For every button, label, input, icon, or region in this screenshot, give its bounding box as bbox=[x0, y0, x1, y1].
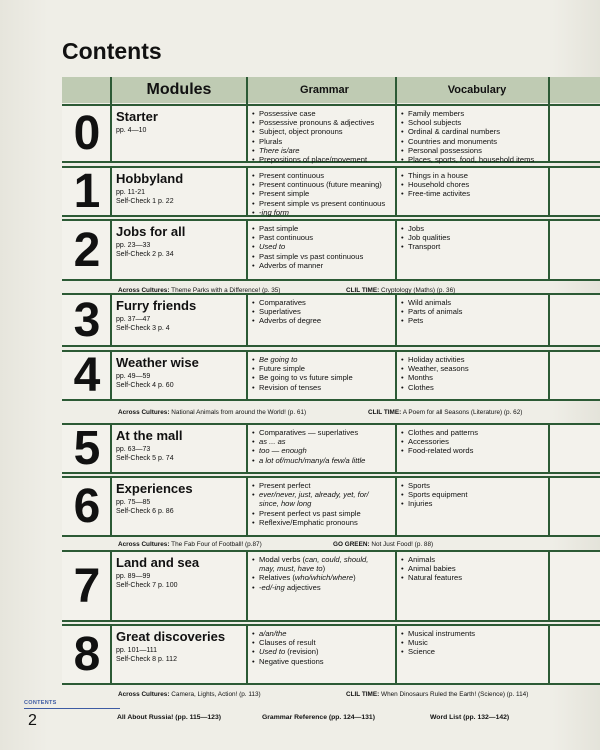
module-pages: pp. 37—47 Self-Check 3 p. 4 bbox=[116, 316, 170, 332]
column-divider bbox=[110, 166, 112, 217]
module-title: Jobs for all bbox=[116, 224, 186, 239]
column-divider bbox=[246, 166, 248, 217]
module-title: At the mall bbox=[116, 428, 183, 443]
header-column-divider bbox=[110, 77, 112, 104]
across-cultures-entry: Across Cultures: National Animals from around the World! (p. 61) bbox=[118, 409, 307, 416]
vocabulary-list bbox=[401, 555, 462, 583]
grammar-item: • There is/are bbox=[252, 146, 374, 155]
grammar-item: • as ... as bbox=[252, 437, 365, 446]
module-pages: pp. 89—99 Self-Check 7 p. 100 bbox=[116, 573, 178, 589]
grammar-item: • ever/never, just, already, yet, for/ bbox=[252, 490, 369, 499]
module-title: Weather wise bbox=[116, 355, 199, 370]
vocabulary-item: • Places, sports, food, household items bbox=[401, 155, 534, 164]
grammar-list bbox=[252, 109, 374, 164]
grammar-item: • Negative questions bbox=[252, 657, 324, 666]
grammar-item: • Reflexive/Emphatic pronouns bbox=[252, 518, 369, 527]
module-title: Starter bbox=[116, 109, 158, 124]
module-number: 7 bbox=[73, 559, 101, 613]
across-cultures-entry: Across Cultures: Theme Parks with a Difference! (p. 35) bbox=[118, 287, 281, 294]
grammar-item: • Superlatives bbox=[252, 307, 321, 316]
cross-curricular-band bbox=[62, 405, 600, 421]
column-divider bbox=[246, 476, 248, 537]
column-divider bbox=[246, 550, 248, 622]
vocabulary-item: • Weather, seasons bbox=[401, 364, 469, 373]
column-divider bbox=[548, 219, 550, 281]
vocabulary-list bbox=[401, 355, 469, 392]
column-divider bbox=[548, 624, 550, 685]
vocabulary-list bbox=[401, 171, 470, 199]
grammar-item: • Revision of tenses bbox=[252, 383, 353, 392]
footer-about-russia: All About Russia! (pp. 115—123) bbox=[117, 714, 221, 721]
column-divider bbox=[246, 624, 248, 685]
grammar-item: • Adverbs of degree bbox=[252, 316, 321, 325]
column-divider bbox=[548, 423, 550, 474]
vocabulary-item: • Household chores bbox=[401, 180, 470, 189]
module-number: 6 bbox=[73, 480, 101, 533]
column-divider bbox=[395, 219, 397, 281]
module-title: Land and sea bbox=[116, 555, 200, 570]
grammar-item: • Past simple vs past continuous bbox=[252, 252, 363, 261]
module-row-3 bbox=[62, 293, 600, 347]
grammar-item: • Present continuous bbox=[252, 171, 385, 180]
grammar-item: • Be going to bbox=[252, 355, 353, 364]
column-divider bbox=[395, 104, 397, 163]
column-divider bbox=[395, 350, 397, 401]
cross-curricular-band bbox=[62, 537, 600, 553]
grammar-item: • Relatives (who/which/where) bbox=[252, 573, 368, 582]
column-divider bbox=[548, 166, 550, 217]
footer-divider bbox=[24, 708, 120, 709]
vocabulary-list bbox=[401, 428, 478, 456]
vocabulary-item: • Animals bbox=[401, 555, 462, 564]
module-number: 4 bbox=[73, 349, 101, 402]
module-pages: pp. 75—85 Self-Check 6 p. 86 bbox=[116, 499, 174, 515]
grammar-item: • Possessive pronouns & adjectives bbox=[252, 118, 374, 127]
cross-curricular-band bbox=[62, 283, 600, 299]
module-number: 5 bbox=[73, 422, 101, 475]
vocabulary-item: • Natural features bbox=[401, 573, 462, 582]
vocabulary-item: • Things in a house bbox=[401, 171, 470, 180]
module-row-7 bbox=[62, 550, 600, 622]
column-divider bbox=[110, 350, 112, 401]
grammar-item: • Comparatives bbox=[252, 298, 321, 307]
module-row-5 bbox=[62, 423, 600, 474]
grammar-item: • Prepositions of place/movement bbox=[252, 155, 374, 164]
module-title: Hobbyland bbox=[116, 171, 184, 186]
column-divider bbox=[395, 423, 397, 474]
vocabulary-list bbox=[401, 298, 462, 326]
grammar-item: • Present perfect bbox=[252, 481, 369, 490]
grammar-item: • -ing form bbox=[252, 208, 385, 217]
grammar-item: • Used to bbox=[252, 242, 363, 251]
vocabulary-item: • Jobs bbox=[401, 224, 450, 233]
grammar-header: Grammar bbox=[300, 84, 349, 96]
vocabulary-item: • Clothes and patterns bbox=[401, 428, 478, 437]
across-cultures-entry: Across Cultures: Camera, Lights, Action! (p. 113) bbox=[118, 691, 261, 698]
grammar-item: • Past continuous bbox=[252, 233, 363, 242]
grammar-list bbox=[252, 224, 363, 270]
vocabulary-header: Vocabulary bbox=[447, 84, 507, 96]
column-divider bbox=[110, 104, 112, 163]
grammar-item: • Adverbs of manner bbox=[252, 261, 363, 270]
column-divider bbox=[395, 624, 397, 685]
footer-section-label: CONTENTS bbox=[24, 700, 57, 706]
vocabulary-item: • Injuries bbox=[401, 499, 468, 508]
grammar-item: • Comparatives — superlatives bbox=[252, 428, 365, 437]
vocabulary-item: • Parts of animals bbox=[401, 307, 462, 316]
clil-entry: CLIL TIME: A Poem for all Seasons (Literature) (p. 62) bbox=[368, 409, 523, 416]
modules-header: Modules bbox=[146, 81, 212, 98]
vocabulary-list bbox=[401, 481, 468, 509]
vocabulary-item: • Months bbox=[401, 373, 469, 382]
vocabulary-list bbox=[401, 629, 475, 657]
vocabulary-list bbox=[401, 109, 534, 164]
module-title: Experiences bbox=[116, 481, 193, 496]
header-column-divider bbox=[246, 77, 248, 104]
page-number: 2 bbox=[28, 712, 37, 729]
across-cultures-entry: Across Cultures: The Fab Four of Football! (p.87) bbox=[118, 541, 262, 548]
column-divider bbox=[395, 550, 397, 622]
grammar-item: • Clauses of result bbox=[252, 638, 324, 647]
vocabulary-item: • Pets bbox=[401, 316, 462, 325]
column-divider bbox=[548, 104, 550, 163]
footer-word-list: Word List (pp. 132—142) bbox=[430, 714, 510, 721]
module-row-8 bbox=[62, 624, 600, 685]
vocabulary-item: • Family members bbox=[401, 109, 534, 118]
vocabulary-item: • Food-related words bbox=[401, 446, 478, 455]
vocabulary-list bbox=[401, 224, 450, 252]
grammar-item: • Present perfect vs past simple bbox=[252, 509, 369, 518]
column-divider bbox=[395, 476, 397, 537]
column-divider bbox=[548, 476, 550, 537]
clil-entry: CLIL TIME: Cryptology (Maths) (p. 36) bbox=[346, 287, 456, 294]
vocabulary-item: • School subjects bbox=[401, 118, 534, 127]
column-divider bbox=[548, 550, 550, 622]
vocabulary-item: • Accessories bbox=[401, 437, 478, 446]
module-row-4 bbox=[62, 350, 600, 401]
module-row-6 bbox=[62, 476, 600, 537]
vocabulary-item: • Countries and monuments bbox=[401, 137, 534, 146]
grammar-item: • Present simple vs present continuous bbox=[252, 199, 385, 208]
module-number: 0 bbox=[73, 107, 101, 160]
header-column-divider bbox=[548, 77, 550, 104]
vocabulary-item: • Sports equipment bbox=[401, 490, 468, 499]
column-divider bbox=[110, 624, 112, 685]
grammar-item: • Past simple bbox=[252, 224, 363, 233]
column-divider bbox=[110, 219, 112, 281]
grammar-item: • Be going to vs future simple bbox=[252, 373, 353, 382]
vocabulary-item: • Sports bbox=[401, 481, 468, 490]
column-divider bbox=[548, 350, 550, 401]
grammar-item: • Used to (revision) bbox=[252, 647, 324, 656]
vocabulary-item: • Musical instruments bbox=[401, 629, 475, 638]
vocabulary-item: • Ordinal & cardinal numbers bbox=[401, 127, 534, 136]
column-divider bbox=[395, 166, 397, 217]
column-divider bbox=[110, 550, 112, 622]
column-divider bbox=[110, 476, 112, 537]
module-number: 2 bbox=[73, 223, 101, 277]
grammar-item: • too — enough bbox=[252, 446, 365, 455]
column-divider bbox=[246, 104, 248, 163]
grammar-list bbox=[252, 355, 353, 392]
grammar-item: may, must, have to) bbox=[259, 564, 326, 574]
clil-entry: CLIL TIME: When Dinosaurs Ruled the Earth! (Science) (p. 114) bbox=[346, 691, 529, 698]
module-title: Furry friends bbox=[116, 298, 197, 313]
vocabulary-item: • Science bbox=[401, 647, 475, 656]
grammar-list bbox=[252, 481, 369, 527]
module-pages: pp. 4—10 bbox=[116, 127, 147, 134]
cross-curricular-band bbox=[62, 687, 600, 703]
vocabulary-item: • Music bbox=[401, 638, 475, 647]
grammar-item: • a/an/the bbox=[252, 629, 324, 638]
grammar-item: • Future simple bbox=[252, 364, 353, 373]
grammar-item: • a lot of/much/many/a few/a little bbox=[252, 456, 365, 465]
module-pages: pp. 49—59 Self-Check 4 p. 60 bbox=[116, 373, 174, 389]
grammar-item: • Plurals bbox=[252, 137, 374, 146]
module-pages: pp. 63—73 Self-Check 5 p. 74 bbox=[116, 446, 174, 462]
module-number: 8 bbox=[73, 628, 101, 681]
module-row-2 bbox=[62, 219, 600, 281]
grammar-item: • Possessive case bbox=[252, 109, 374, 118]
vocabulary-item: • Free-time activites bbox=[401, 189, 470, 198]
grammar-item: • Subject, object pronouns bbox=[252, 127, 374, 136]
module-row-1 bbox=[62, 166, 600, 217]
module-pages: pp. 23—33 Self-Check 2 p. 34 bbox=[116, 242, 174, 258]
grammar-item: • -ed/-ing adjectives bbox=[252, 583, 368, 592]
vocabulary-item: • Wild animals bbox=[401, 298, 462, 307]
footer-grammar-reference: Grammar Reference (pp. 124—131) bbox=[262, 714, 375, 721]
header-column-divider bbox=[395, 77, 397, 104]
vocabulary-item: • Job qualities bbox=[401, 233, 450, 242]
vocabulary-item: • Animal babies bbox=[401, 564, 462, 573]
column-divider bbox=[246, 350, 248, 401]
grammar-list bbox=[252, 428, 365, 465]
clil-entry: GO GREEN: Not Just Food! (p. 88) bbox=[333, 541, 434, 548]
grammar-list bbox=[252, 555, 368, 592]
vocabulary-item: • Holiday activities bbox=[401, 355, 469, 364]
module-pages: pp. 11-21 Self-Check 1 p. 22 bbox=[116, 189, 174, 205]
column-divider bbox=[548, 293, 550, 347]
grammar-list bbox=[252, 629, 324, 666]
table-header bbox=[62, 77, 600, 103]
vocabulary-item: • Clothes bbox=[401, 383, 469, 392]
column-divider bbox=[246, 423, 248, 474]
page-title: Contents bbox=[62, 38, 162, 64]
module-pages: pp. 101—111 Self-Check 8 p. 112 bbox=[116, 647, 177, 663]
vocabulary-item: • Personal possessions bbox=[401, 146, 534, 155]
grammar-item: • Present continuous (future meaning) bbox=[252, 180, 385, 189]
module-number: 1 bbox=[73, 165, 101, 218]
column-divider bbox=[110, 423, 112, 474]
column-divider bbox=[110, 293, 112, 347]
column-divider bbox=[395, 293, 397, 347]
column-divider bbox=[246, 293, 248, 347]
grammar-list bbox=[252, 171, 385, 217]
grammar-list bbox=[252, 298, 321, 326]
module-title: Great discoveries bbox=[116, 629, 226, 644]
grammar-item: • Present simple bbox=[252, 189, 385, 198]
grammar-item: since, how long bbox=[259, 499, 312, 509]
module-row-0 bbox=[62, 104, 600, 163]
vocabulary-item: • Transport bbox=[401, 242, 450, 251]
column-divider bbox=[246, 219, 248, 281]
module-number: 3 bbox=[73, 293, 101, 347]
grammar-item: • Modal verbs (can, could, should, bbox=[252, 555, 368, 564]
